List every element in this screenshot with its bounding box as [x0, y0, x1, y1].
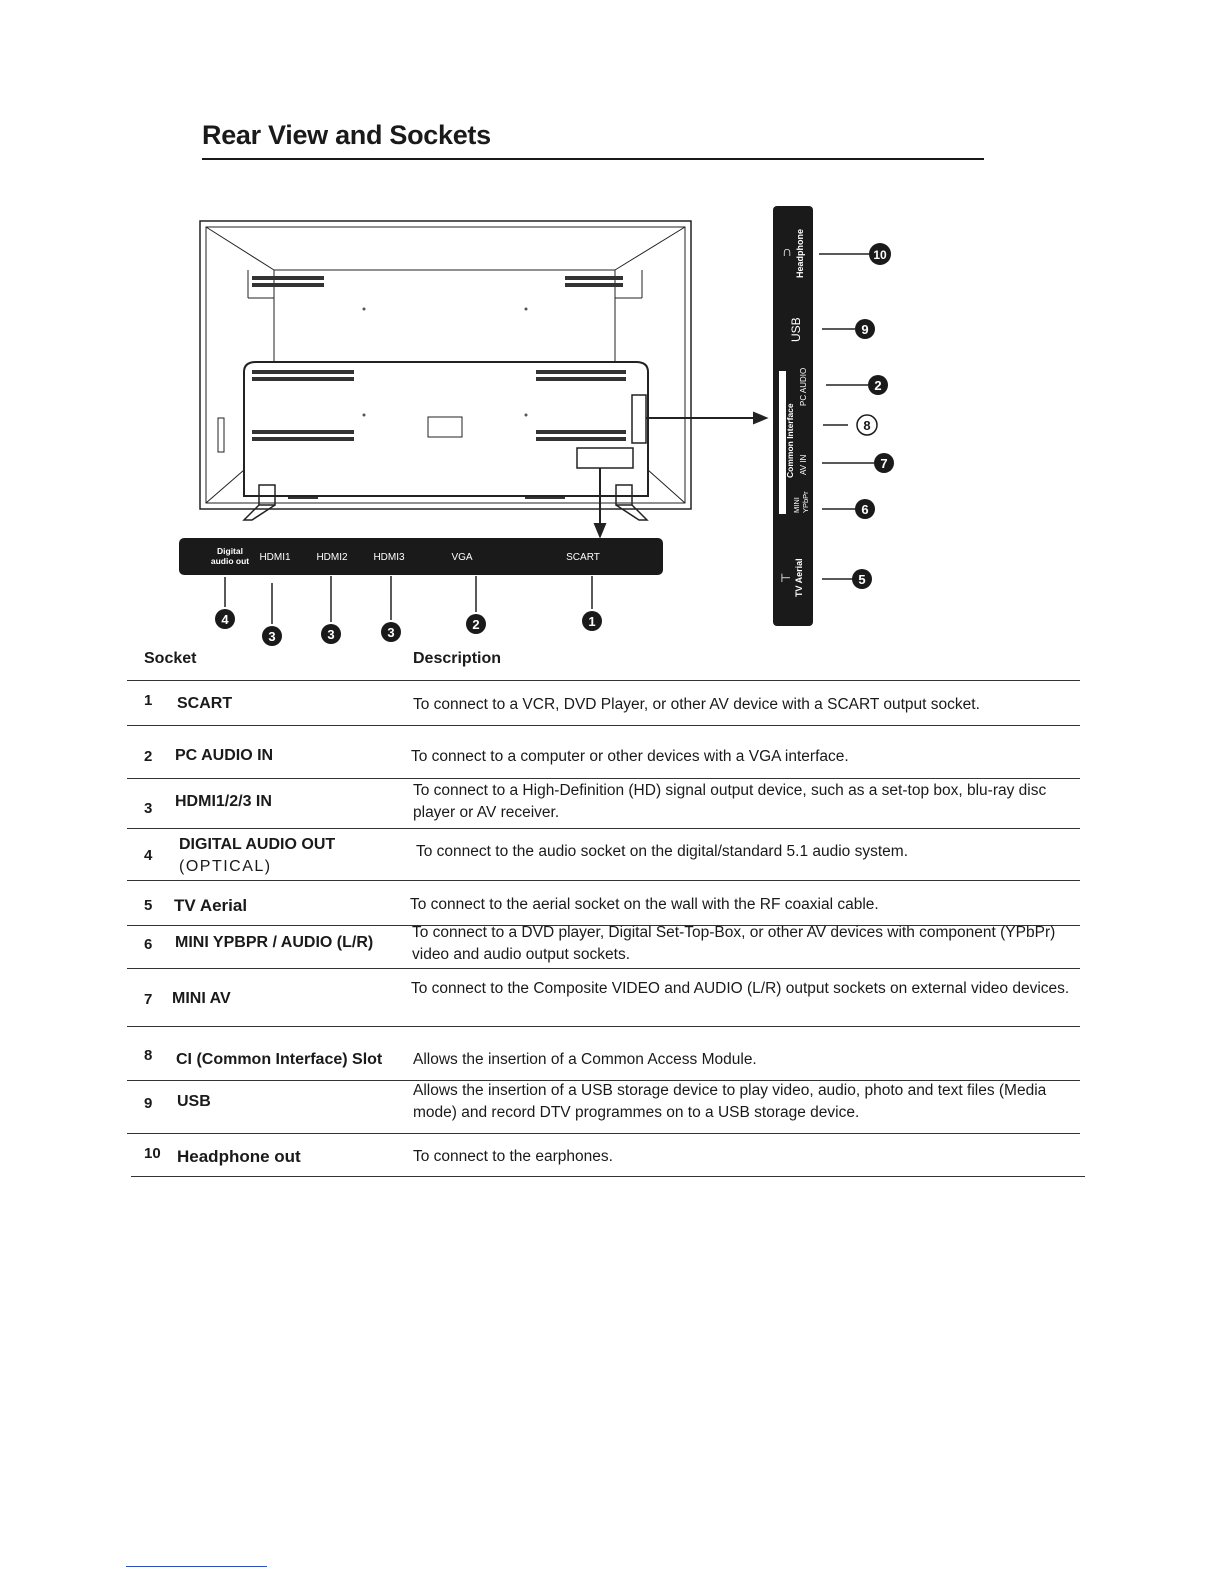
row-divider	[127, 968, 1080, 969]
panel-label-hdmi1: HDMI1	[259, 552, 291, 563]
bottom-leader-lines	[225, 576, 592, 624]
row-divider	[127, 828, 1080, 829]
socket-description: To connect to the earphones.	[413, 1148, 613, 1165]
aerial-glyph: ⊤	[779, 572, 793, 583]
side-label-headphone: Headphone	[795, 228, 805, 278]
row-divider	[127, 1026, 1080, 1027]
row-divider	[127, 1133, 1080, 1134]
panel-label-digital-audio-1: Digital	[217, 546, 243, 556]
callout-8-ci	[857, 415, 877, 435]
socket-name: USB	[177, 1093, 211, 1110]
socket-description: To connect to the audio socket on the digital/standard 5.1 audio system.	[416, 843, 909, 860]
svg-text:4: 4	[221, 612, 229, 627]
row-divider	[127, 880, 1080, 881]
callout-6-ypbpr	[855, 499, 875, 519]
svg-text:3: 3	[387, 625, 395, 640]
panel-label-vga: VGA	[451, 552, 473, 563]
row-number: 6	[144, 936, 153, 953]
row-number: 5	[144, 897, 153, 914]
arrow-to-side-panel	[646, 413, 766, 423]
svg-text:6: 6	[861, 502, 869, 517]
callout-3-hdmi1	[262, 626, 282, 646]
row-number: 3	[144, 800, 153, 817]
callout-4	[215, 609, 235, 629]
socket-name: PC AUDIO IN	[175, 747, 274, 764]
svg-text:10: 10	[873, 248, 887, 262]
row-divider	[131, 1176, 1085, 1177]
socket-description: Allows the insertion of a Common Access Module.	[413, 1051, 757, 1068]
page-title: Rear View and Sockets	[202, 120, 491, 150]
side-label-usb: USB	[789, 317, 803, 342]
callout-10-headphone	[869, 243, 891, 265]
socket-name: MINI AV	[172, 990, 231, 1007]
socket-name: Headphone out	[177, 1147, 301, 1166]
svg-text:5: 5	[858, 572, 866, 587]
arrow-to-bottom-panel	[595, 468, 605, 536]
side-label-tv-aerial: TV Aerial	[794, 558, 804, 597]
side-label-ypbpr: YPbPr	[801, 491, 810, 513]
row-number: 2	[144, 748, 153, 765]
socket-name-sub: (OPTICAL)	[179, 858, 272, 875]
socket-name: SCART	[177, 695, 233, 712]
side-label-pc-audio: PC AUDIO	[799, 367, 808, 406]
panel-label-scart: SCART	[566, 552, 600, 563]
rear-view-diagram	[0, 0, 1224, 660]
svg-text:8: 8	[863, 418, 871, 433]
callout-2-pc-audio	[868, 375, 888, 395]
row-number: 8	[144, 1047, 153, 1064]
socket-name: CI (Common Interface) Slot	[176, 1051, 383, 1068]
row-divider	[127, 680, 1080, 681]
callout-9-usb	[855, 319, 875, 339]
footer-rule	[126, 1566, 267, 1567]
callout-5-aerial	[852, 569, 872, 589]
row-number: 10	[144, 1145, 161, 1162]
panel-label-hdmi3: HDMI3	[373, 552, 405, 563]
socket-description: To connect to a computer or other devices with a VGA interface.	[411, 748, 849, 765]
socket-name: MINI YPBPR / AUDIO (L/R)	[175, 934, 374, 951]
callout-3-hdmi3	[381, 622, 401, 642]
side-label-common-interface: Common Interface	[785, 403, 795, 478]
row-divider	[127, 725, 1080, 726]
row-divider	[127, 778, 1080, 779]
socket-description: To connect to a VCR, DVD Player, or other AV device with a SCART output socket.	[413, 696, 980, 713]
panel-label-digital-audio-2: audio out	[210, 556, 250, 566]
socket-description: To connect to the Composite VIDEO and AUDIO (L/R) output sockets on external video devices.	[411, 980, 1070, 997]
header-socket: Socket	[144, 650, 197, 667]
svg-text:3: 3	[327, 627, 335, 642]
row-number: 1	[144, 692, 153, 709]
tv-rear-illustration	[200, 221, 691, 509]
side-label-mini: MINI	[792, 497, 801, 513]
socket-description: To connect to the aerial socket on the wall with the RF coaxial cable.	[410, 896, 879, 913]
panel-label-hdmi2: HDMI2	[316, 552, 348, 563]
side-label-av-in: AV IN	[799, 454, 808, 475]
socket-description: To connect to a High-Definition (HD) signal output device, such as a set-top box, blu-ray disc player or AV receiver.	[413, 782, 1047, 821]
svg-text:3: 3	[268, 629, 276, 644]
svg-text:7: 7	[880, 456, 888, 471]
callout-7-av-in	[874, 453, 894, 473]
row-number: 7	[144, 991, 153, 1008]
socket-description: To connect to a DVD player, Digital Set-Top-Box, or other AV devices with component (YPbPr) video and audio output sockets.	[412, 924, 1056, 963]
svg-text:2: 2	[874, 378, 882, 393]
socket-name: TV Aerial	[174, 896, 248, 915]
socket-name-main: DIGITAL AUDIO OUT	[179, 836, 336, 853]
svg-text:9: 9	[861, 322, 869, 337]
row-number: 4	[144, 847, 153, 864]
svg-text:1: 1	[588, 614, 596, 629]
callout-1-scart	[582, 611, 602, 631]
socket-description: Allows the insertion of a USB storage device to play video, audio, photo and text files (Media mode) and record DTV programmes on to a USB storage device.	[413, 1082, 1047, 1121]
row-number: 9	[144, 1095, 153, 1112]
callout-2-vga	[466, 614, 486, 634]
callout-3-hdmi2	[321, 624, 341, 644]
bottom-dashes	[288, 497, 565, 499]
vent-grilles	[252, 276, 626, 441]
svg-text:2: 2	[472, 617, 480, 632]
header-description: Description	[413, 650, 502, 667]
headphone-glyph: ∩	[781, 243, 793, 259]
socket-name	[179, 834, 335, 878]
socket-name: HDMI1/2/3 IN	[175, 793, 272, 810]
